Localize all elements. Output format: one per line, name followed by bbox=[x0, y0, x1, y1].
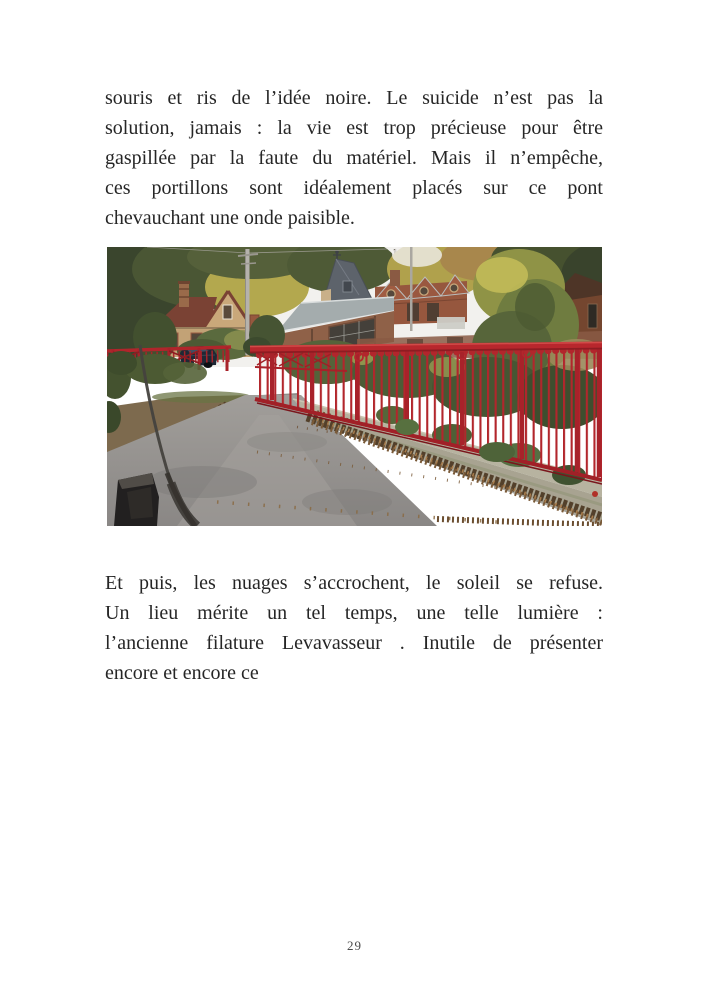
text-line: encore et encore ce bbox=[105, 662, 259, 684]
text-line: l’ancienne filature Levavasseur . Inutile de présenter bbox=[105, 632, 603, 654]
text-line: Un lieu mérite un tel temps, une telle lumière : bbox=[105, 602, 603, 624]
text-line: ces portillons sont idéalement placés sur ce pont bbox=[105, 177, 603, 199]
bridge-photo-svg bbox=[107, 247, 602, 526]
page-number: 29 bbox=[347, 938, 362, 953]
text-line: gaspillée par la faute du matériel. Mais il n’empêche, bbox=[105, 147, 603, 169]
text-line: chevauchant une onde paisible. bbox=[105, 207, 355, 229]
bridge-photo bbox=[107, 247, 602, 526]
text-line: souris et ris de l’idée noire. Le suicide n’est pas la bbox=[105, 87, 603, 109]
body-paragraph-2 bbox=[105, 568, 603, 688]
text-line: Et puis, les nuages s’accrochent, le soleil se refuse. bbox=[105, 572, 603, 594]
text-line: solution, jamais : la vie est trop précieuse pour être bbox=[105, 117, 603, 139]
body-paragraph-1 bbox=[105, 83, 603, 233]
